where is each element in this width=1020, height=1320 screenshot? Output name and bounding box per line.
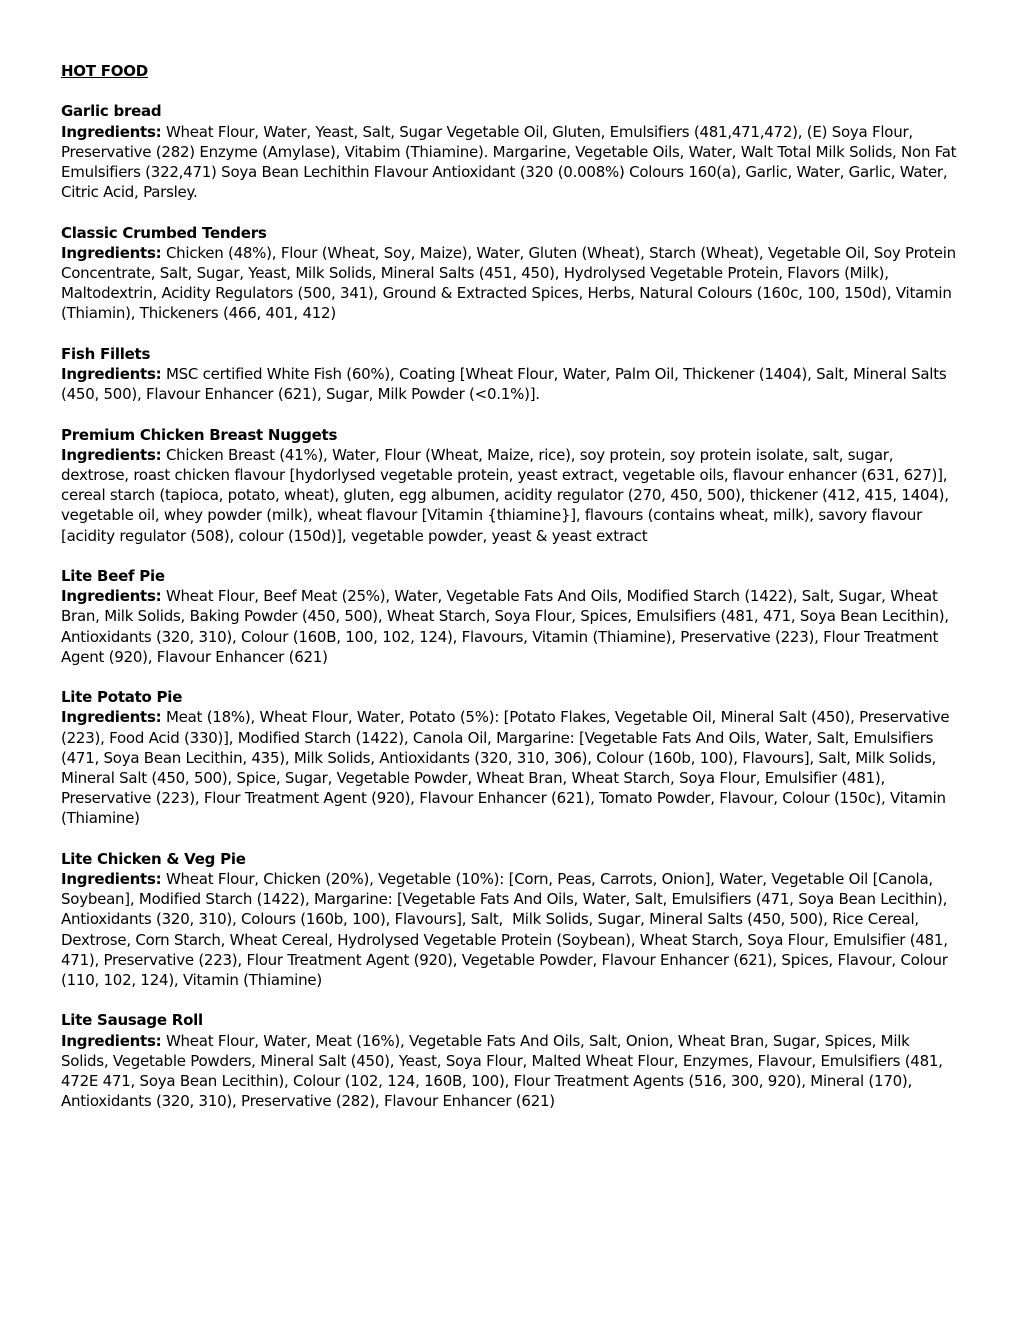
ingredients-label: Ingredients: xyxy=(61,587,162,606)
food-item-name: Lite Chicken & Veg Pie xyxy=(61,849,246,868)
ingredients-text: Wheat Flour, Water, Meat (16%), Vegetable Fats And Oils, Salt, Onion, Wheat Bran, Sugar, Spices, Milk Solids, Vegetable Powders, Mineral Salt (450), Yeast, Soya Flour, Malted Wheat Flour, Enzymes, Flavour, Emulsifiers (481, 472E 471, Soya Bean Lecithin), Colour (102, 124, 160B, 100), Flour Treatment Agents (516, 300, 920), Mineral (170), Antioxidants (320, 310), Preservative (282), Flavour Enhancer (621) xyxy=(61,1031,948,1111)
food-item-name: Classic Crumbed Tenders xyxy=(61,223,267,242)
document-title: HOT FOOD xyxy=(61,62,148,80)
ingredients-text: Chicken Breast (41%), Water, Flour (Wheat, Maize, rice), soy protein, soy protein isolate, salt, sugar, dextrose, roast chicken flavour [hydorlysed vegetable protein, yeast extract, vegetable oils, flavour enhancer (631, 627)], cereal starch (tapioca, potato, wheat), gluten, egg albumen, acidity regulator (270, 450, 500), thickener (412, 415, 1404), vegetable oil, whey powder (milk), wheat flavour [Vitamin {thiamine}], flavours (contains wheat, milk), savory flavour [acidity regulator (508), colour (150d)], vegetable powder, yeast & yeast extract xyxy=(61,445,954,545)
food-item-name: Lite Beef Pie xyxy=(61,566,165,585)
ingredients-text: Meat (18%), Wheat Flour, Water, Potato (5%): [Potato Flakes, Vegetable Oil, Mineral Salt (450), Preservative (223), Food Acid (330)], Modified Starch (1422), Canola Oil, Margarine: [Vegetable Fats And Oils, Water, Salt, Emulsifiers (471, Soya Bean Lecithin, 435), Milk Solids, Antioxidants (320, 310, 306), Colour (160b, 100), Flavours], Salt, Milk Solids, Mineral Salt (450, 500), Spice, Sugar, Vegetable Powder, Wheat Bran, Wheat Starch, Soya Flour, Emulsifier (481), Preservative (223), Flour Treatment Agent (920), Flavour Enhancer (621), Tomato Powder, Flavour, Colour (150c), Vitamin (Thiamine) xyxy=(61,708,954,828)
food-item-classic-crumbed-tenders xyxy=(61,223,961,324)
ingredients-text: Chicken (48%), Flour (Wheat, Soy, Maize), Water, Gluten (Wheat), Starch (Wheat), Vegetable Oil, Soy Protein Concentrate, Salt, Sugar, Yeast, Milk Solids, Mineral Salts (451, 450), Hydrolysed Vegetable Protein, Flavors (Milk), Maltodextrin, Acidity Regulators (500, 341), Ground & Extracted Spices, Herbs, Natural Colours (160c, 100, 150d), Vitamin (Thiamin), Thickeners (466, 401, 412) xyxy=(61,243,961,323)
food-item-lite-sausage-roll xyxy=(61,1010,961,1111)
ingredients-text: Wheat Flour, Chicken (20%), Vegetable (10%): [Corn, Peas, Carrots, Onion], Water, Vegetable Oil [Canola, Soybean], Modified Starch (1422), Margarine: [Vegetable Fats And Oils, Water, Salt, Emulsifiers (471, Soya Bean Lecithin), Antioxidants (320, 310), Colours (160b, 100), Flavours], Salt, Milk Solids, Sugar, Mineral Salts (450, 500), Rice Cereal, Dextrose, Corn Starch, Wheat Cereal, Hydrolysed Vegetable Protein (Soybean), Wheat Starch, Soya Flour, Emulsifier (481, 471), Preservative (223), Flour Treatment Agent (920), Vegetable Powder, Flavour Enhancer (621), Spices, Flavour, Colour (110, 102, 124), Vitamin (Thiamine) xyxy=(61,870,953,990)
food-item-name: Garlic bread xyxy=(61,102,162,121)
ingredients-label: Ingredients: xyxy=(61,708,162,727)
ingredients-label: Ingredients: xyxy=(61,445,162,464)
ingredients-text: MSC certified White Fish (60%), Coating [Wheat Flour, Water, Palm Oil, Thickener (1404), Salt, Mineral Salts (450, 500), Flavour Enhancer (621), Sugar, Milk Powder (<0.1%)]. xyxy=(61,364,951,404)
food-item-fish-fillets xyxy=(61,344,961,405)
ingredients-text: Wheat Flour, Beef Meat (25%), Water, Vegetable Fats And Oils, Modified Starch (1422), Salt, Sugar, Wheat Bran, Milk Solids, Baking Powder (450, 500), Wheat Starch, Soya Flour, Spices, Emulsifiers (481, 471, Soya Bean Lecithin), Antioxidants (320, 310), Colour (160B, 100, 102, 124), Flavours, Vitamin (Thiamine), Preservative (223), Flour Treatment Agent (920), Flavour Enhancer (621) xyxy=(61,587,954,666)
ingredients-text: Wheat Flour, Water, Yeast, Salt, Sugar Vegetable Oil, Gluten, Emulsifiers (481,471,472), (E) Soya Flour, Preservative (282) Enzyme (Amylase), Vitabim (Thiamine). Margarine, Vegetable Oils, Water, Walt Total Milk Solids, Non Fat Emulsifiers (322,471) Soya Bean Lechithin Flavour Antioxidant (320 (0.008%) Colours 160(a), Garlic, Water, Garlic, Water, Citric Acid, Parsley. xyxy=(61,122,961,202)
food-item-name: Premium Chicken Breast Nuggets xyxy=(61,425,338,444)
food-item-ingredients xyxy=(61,445,961,546)
food-item-name: Lite Potato Pie xyxy=(61,688,183,707)
ingredients-label: Ingredients: xyxy=(61,122,162,141)
food-item-lite-beef-pie xyxy=(61,566,961,667)
food-item-ingredients xyxy=(61,586,961,667)
document-page xyxy=(61,61,961,1132)
food-item-name: Fish Fillets xyxy=(61,344,151,363)
ingredients-label: Ingredients: xyxy=(61,243,162,262)
food-item-premium-chicken-breast-nuggets xyxy=(61,425,961,546)
food-item-ingredients xyxy=(61,707,961,828)
food-item-ingredients xyxy=(61,364,961,404)
food-item-name: Lite Sausage Roll xyxy=(61,1011,203,1030)
food-item-garlic-bread xyxy=(61,101,961,202)
food-item-ingredients xyxy=(61,122,961,203)
ingredients-label: Ingredients: xyxy=(61,1031,162,1050)
food-item-lite-chicken-veg-pie xyxy=(61,849,961,990)
food-item-ingredients xyxy=(61,869,961,990)
ingredients-label: Ingredients: xyxy=(61,364,162,383)
food-item-ingredients xyxy=(61,243,961,324)
food-item-ingredients xyxy=(61,1031,961,1112)
ingredients-label: Ingredients: xyxy=(61,870,162,888)
food-item-lite-potato-pie xyxy=(61,687,961,828)
